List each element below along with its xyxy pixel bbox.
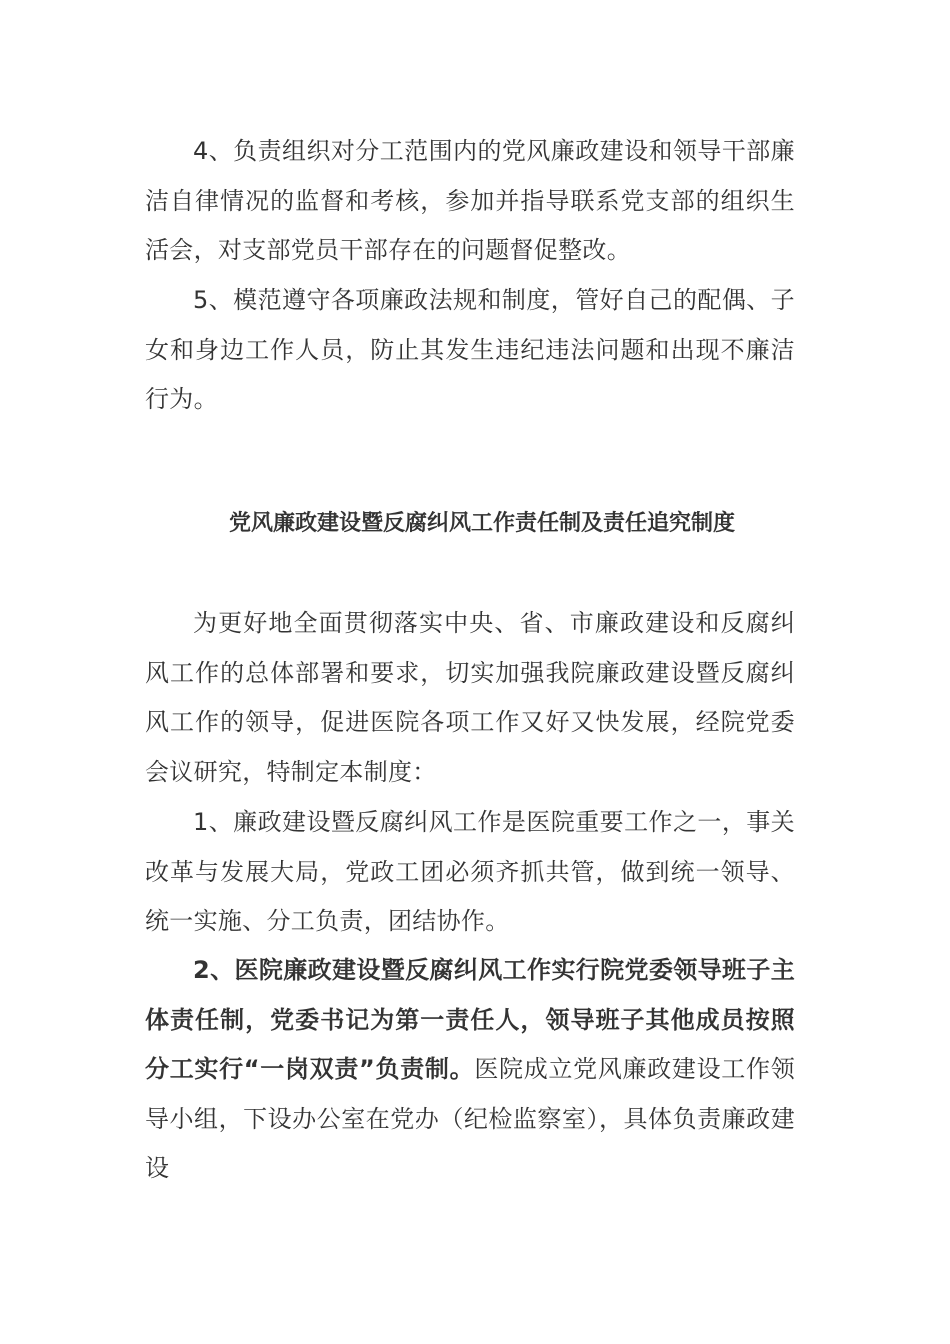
paragraph-item-2 — [145, 946, 795, 1194]
section-title: 党风廉政建设暨反腐纠风工作责任制及责任追究制度 — [229, 511, 736, 536]
paragraph-intro: 为更好地全面贯彻落实中央、省、市廉政建设和反腐纠风工作的总体部署和要求，切实加强我院廉政建设暨反腐纠风工作的领导，促进医院各项工作又好又快发展，经院党委会议研究，特制定本制度： — [145, 609, 795, 786]
paragraph-item-2-rest: 医院成立党风廉政建设工作领导小组，下设办公室在党办（纪检监察室），具体负责廉政建设 — [145, 1055, 796, 1183]
paragraph-item-5: 5、模范遵守各项廉政法规和制度，管好自己的配偶、子女和身边工作人员，防止其发生违纪违法问题和出现不廉洁行为。 — [145, 286, 795, 414]
paragraph-item-1: 1、廉政建设暨反腐纠风工作是医院重要工作之一，事关改革与发展大局，党政工团必须齐抓共管，做到统一领导、统一实施、分工负责，团结协作。 — [145, 808, 795, 936]
paragraph-item-2-bold: 2、医院廉政建设暨反腐纠风工作实行院党委领导班子主体责任制，党委书记为第一责任人，领导班子其他成员按照分工实行“一岗双责”负责制。 — [145, 956, 795, 1084]
paragraph-item-4: 4、负责组织对分工范围内的党风廉政建设和领导干部廉洁自律情况的监督和考核，参加并指导联系党支部的组织生活会，对支部党员干部存在的问题督促整改。 — [145, 137, 795, 265]
